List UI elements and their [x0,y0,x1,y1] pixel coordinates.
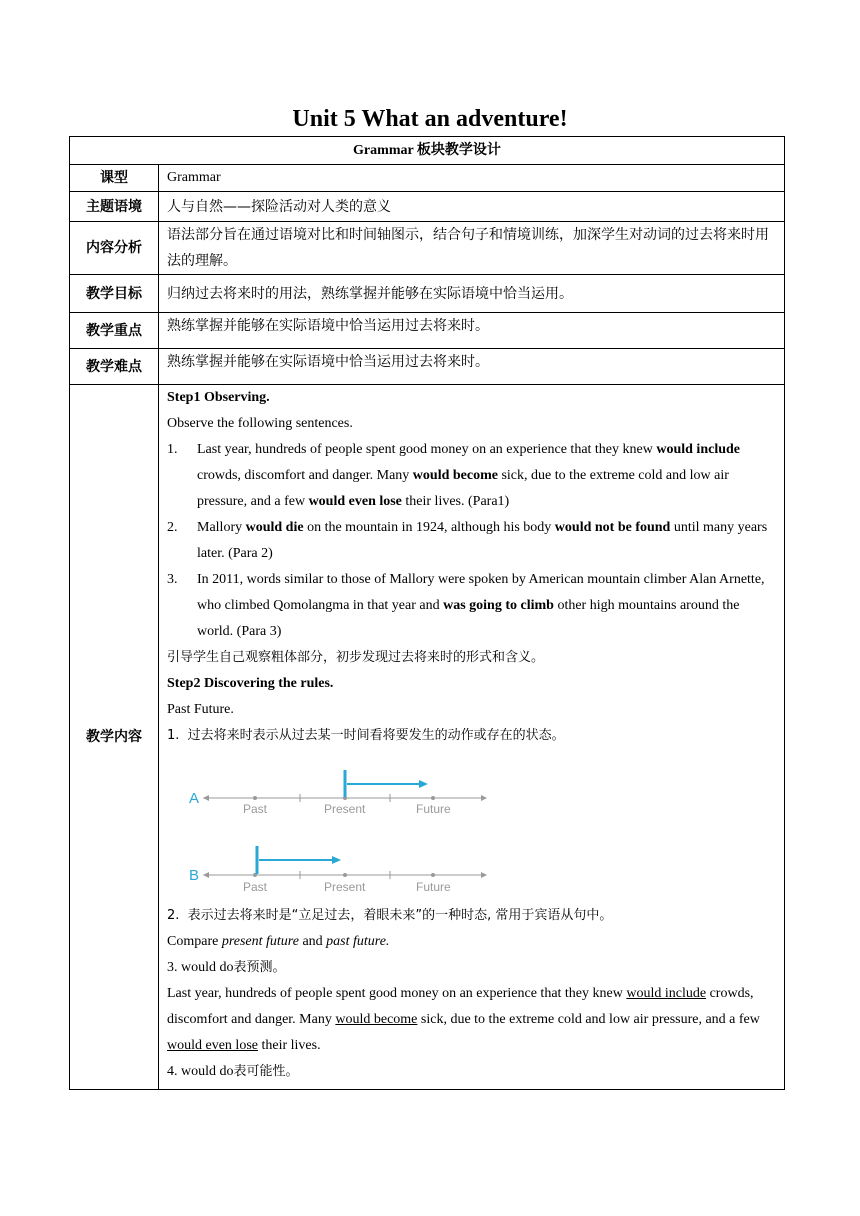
timeline-a-future-label: Future [416,802,451,816]
rule3-en: 3. would do [167,960,234,975]
step1-title: Step1 Observing. [167,390,270,405]
lesson-plan-table [69,136,785,1090]
timeline-b-past-label: Past [243,880,268,894]
sentence-fragment: sick, due to the extreme cold and low air pressure, and a few [197,468,729,509]
rule3-zh: 表预测。 [233,960,286,975]
row-value-type: Grammar [159,165,785,192]
compare-term-present-future: present future [221,934,299,949]
rule2-text: 表示过去将来时是“立足过去，着眼未来”的一种时态, 常用于宾语从句中。 [187,908,613,923]
row-label-difficulties: 教学难点 [70,349,159,385]
timeline-a-past-dot [253,796,257,800]
example-sentence-item [167,437,776,515]
row-label-type: 课型 [70,165,159,192]
sentence-fragment: crowds, discomfort and danger. Many [197,468,413,483]
page-title: Unit 5 What an adventure! [292,106,568,132]
step1-intro: Observe the following sentences. [167,416,353,431]
rule4-en: 4. would do [167,1064,234,1079]
step2-title: Step2 Discovering the rules. [167,676,334,691]
sentence-fragment: other high mountains around the world. (Para 3) [197,598,740,639]
underlined-verb-phrase: would include [626,986,707,1001]
timeline-b-span-arrowhead [332,856,341,864]
timeline-diagram [187,755,497,895]
timeline-b-present-dot [343,873,347,877]
step2-subtitle: Past Future. [167,702,234,717]
row-value-content [159,385,785,1090]
example-sentence-number: 2. [167,520,178,535]
sentence-fragment: In 2011, words similar to those of Mallory were spoken by American mountain climber Alan Arnette, who climbed Qomolangma in that year and [197,572,765,613]
sentence-fragment: sick, due to the extreme cold and low air pressure, and a few [417,1012,760,1027]
example-sentence-item [167,567,776,645]
compare-prefix: Compare [167,934,222,949]
row-value-key-points: 熟练掌握并能够在实际语境中恰当运用过去将来时。 [159,313,785,349]
row-label-content: 教学内容 [70,385,159,1090]
sentence-fragment: Mallory [197,520,246,535]
timeline-a-right-arrow [481,795,487,801]
highlighted-verb-phrase: would become [412,468,498,483]
timeline-b-left-arrow [203,872,209,878]
example-sentence-number: 3. [167,572,178,587]
highlighted-verb-phrase: would not be found [554,520,671,535]
table-header: Grammar 板块教学设计 [70,137,785,165]
underlined-verb-phrase: would even lose [167,1038,258,1053]
example-sentence-item [167,515,776,567]
compare-line [167,929,776,955]
example-sentence-number: 1. [167,442,178,457]
highlighted-verb-phrase: was going to climb [443,598,554,613]
highlighted-verb-phrase: would die [245,520,304,535]
timeline-a-label: A [189,790,200,807]
highlighted-verb-phrase: would even lose [308,494,402,509]
guide-text: 引导学生自己观察粗体部分，初步发现过去将来时的形式和含义。 [167,650,545,665]
rule1-text: 过去将来时表示从过去某一时间看将要发生的动作或存在的状态。 [187,728,565,743]
rule1-number: 1. [167,728,180,743]
highlighted-verb-phrase: would include [656,442,740,457]
underlined-verb-phrase: would become [335,1012,418,1027]
timeline-a-left-arrow [203,795,209,801]
row-label-objectives: 教学目标 [70,275,159,313]
sentence-fragment: on the mountain in 1924, although his body [303,520,555,535]
compare-term-past-future: past future. [326,934,390,949]
timeline-a-span-arrowhead [419,780,428,788]
example-sentence-text [197,567,776,645]
sentence-fragment: until many years later. (Para 2) [197,520,768,561]
row-value-difficulties: 熟练掌握并能够在实际语境中恰当运用过去将来时。 [159,349,785,385]
timeline-b-label: B [189,867,200,884]
sentence-fragment: their lives. [257,1038,321,1053]
timeline-a-past-label: Past [243,802,268,816]
row-value-objectives: 归纳过去将来时的用法，熟练掌握并能够在实际语境中恰当运用。 [159,275,785,313]
compare-and: and [298,934,327,949]
sentence-fragment: Last year, hundreds of people spent good money on an experience that they knew [197,442,657,457]
row-label-analysis: 内容分析 [70,222,159,275]
example-sentence-text [197,437,776,515]
sentence-fragment: crowds, discomfort and danger. Many [167,986,754,1027]
row-value-analysis: 语法部分旨在通过语境对比和时间轴图示，结合句子和情境训练，加深学生对动词的过去将来时用法的理解。 [159,222,785,275]
rule2-number: 2. [167,908,180,923]
sentence-fragment: Last year, hundreds of people spent good money on an experience that they knew [167,986,627,1001]
sentence-fragment: their lives. (Para1) [401,494,510,509]
timeline-b-future-dot [431,873,435,877]
prediction-example [167,981,776,1059]
row-label-theme: 主题语境 [70,192,159,222]
timeline-b-right-arrow [481,872,487,878]
timeline-b-present-label: Present [324,880,366,894]
example-sentence-text [197,515,776,567]
rule4-zh: 表可能性。 [233,1064,299,1079]
example-sentence-list [167,437,776,645]
row-value-theme: 人与自然——探险活动对人类的意义 [159,192,785,222]
timeline-a-future-dot [431,796,435,800]
timeline-a-present-label: Present [324,802,366,816]
row-label-key-points: 教学重点 [70,313,159,349]
timeline-b-future-label: Future [416,880,451,894]
